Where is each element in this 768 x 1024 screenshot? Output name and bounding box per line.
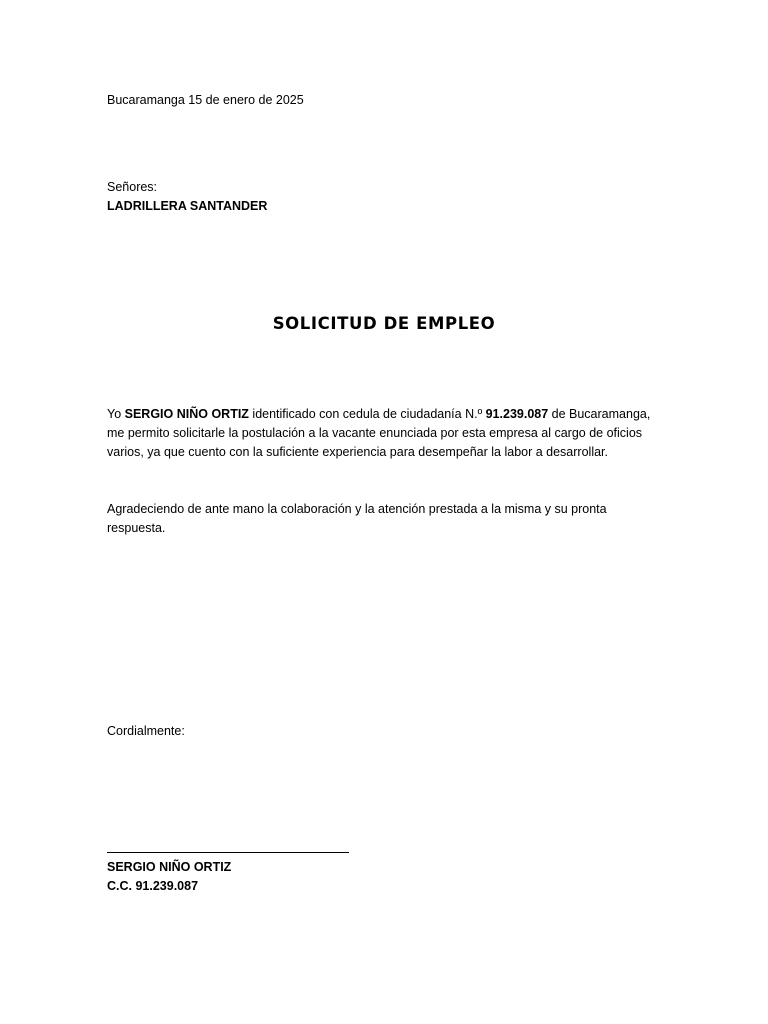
- body-line-1: [107, 405, 650, 424]
- signature-id: C.C. 91.239.087: [107, 879, 199, 893]
- id-number: 91.239.087: [485, 407, 549, 421]
- thanks-line-1: Agradeciendo de ante mano la colaboración y la atención prestada a la misma y su pronta: [107, 502, 607, 516]
- place-date: Bucaramanga 15 de enero de 2025: [107, 93, 304, 107]
- signature-name: SERGIO NIÑO ORTIZ: [107, 860, 232, 874]
- body-line-1-end: de Bucaramanga,: [548, 407, 651, 421]
- closing: Cordialmente:: [107, 724, 185, 738]
- body-intro: Yo: [107, 407, 125, 421]
- id-text: identificado con cedula de ciudadanía N.º: [248, 407, 486, 421]
- body-line-2: me permito solicitarle la postulación a la vacante enunciada por esta empresa al cargo de oficios: [107, 426, 643, 440]
- applicant-name: SERGIO NIÑO ORTIZ: [124, 407, 249, 421]
- company-name: LADRILLERA SANTANDER: [107, 199, 268, 213]
- thanks-line-2: respuesta.: [107, 521, 166, 535]
- document-title: SOLICITUD DE EMPLEO: [272, 314, 496, 333]
- signature-line: [107, 852, 349, 853]
- salutation: Señores:: [107, 180, 158, 194]
- body-line-3: varios, ya que cuento con la suficiente experiencia para desempeñar la labor a desarrollar.: [107, 445, 608, 459]
